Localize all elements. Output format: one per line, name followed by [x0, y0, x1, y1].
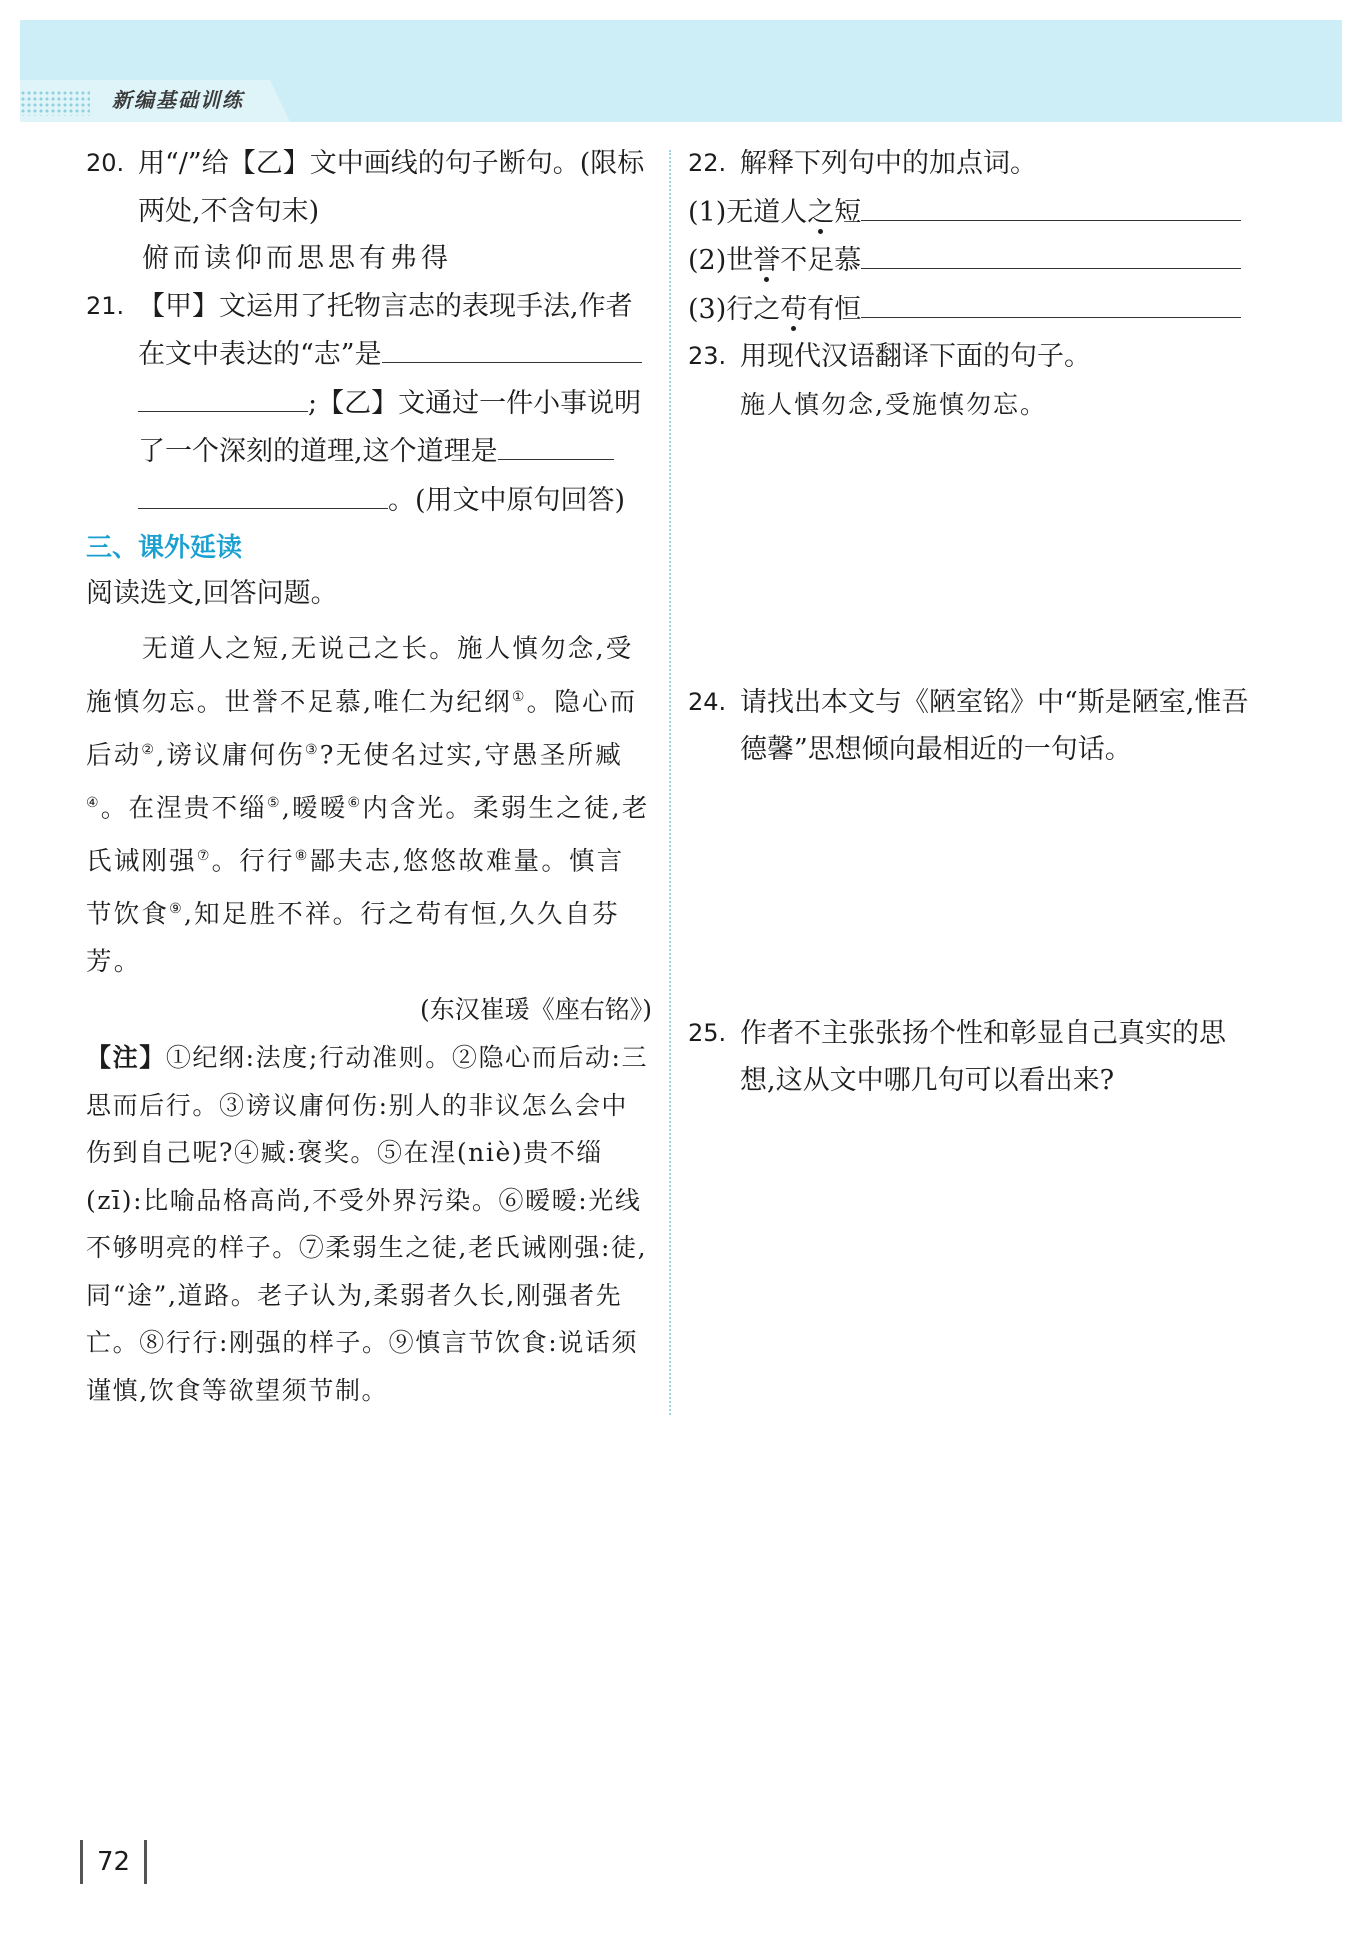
sentence-to-translate: 施人慎勿念,受施慎勿忘。 [740, 389, 1047, 419]
header-title: 新编基础训练 [112, 88, 244, 112]
sentence-to-punctuate: 俯而读仰而思思有弗得 [142, 243, 452, 274]
reading-passage [86, 626, 652, 986]
header-dot-pattern [20, 90, 90, 116]
sub-item-2 [688, 236, 1258, 285]
sub-item-text: (3)行之 [688, 293, 781, 325]
passage-source: (东汉崔瑗《座右铭》) [419, 995, 652, 1024]
passage-text: ,知足胜不祥。行之苟有恒,久久自芬芳。 [86, 899, 620, 977]
sub-item-text: (1)无道人 [688, 196, 808, 228]
reading-instruction: 阅读选文,回答问题。 [86, 578, 338, 609]
passage-text: 内含光。柔弱生之徒,老氏诫刚强 [86, 793, 650, 876]
annotation-notes [86, 1034, 652, 1414]
question-text-part2: ;【乙】文通过一件小事说明了一个深刻的道理,这个道理是 [138, 387, 642, 467]
dotted-word: 之 [807, 196, 835, 228]
question-text-part3: 。(用文中原句回答) [388, 484, 626, 516]
passage-text: ,暧暧 [281, 793, 348, 823]
left-column [86, 140, 652, 1414]
passage-text: 。隐心而后动 [86, 687, 638, 770]
question-text-part1: 【甲】文运用了托物言志的表现手法,作者在文中表达的“志”是 [138, 290, 633, 370]
footnote-mark: ⑧ [294, 847, 310, 864]
question-23 [688, 333, 1258, 381]
question-text: 解释下列句中的加点词。 [740, 148, 1037, 179]
question-text: 请找出本文与《陋室铭》中“斯是陋室,惟吾德馨”思想倾向最相近的一句话。 [740, 686, 1249, 765]
passage-text: 鄙夫志,悠悠故难量。慎言节饮食 [86, 846, 625, 929]
question-number: 20. [86, 149, 125, 177]
answer-blank[interactable] [861, 236, 1241, 269]
question-text: 用现代汉语翻译下面的句子。 [740, 341, 1091, 372]
question-number: 21. [86, 291, 125, 320]
sub-item-text: 有恒 [807, 293, 862, 325]
dotted-word: 誉 [753, 245, 781, 276]
sub-item-3 [688, 285, 1258, 334]
footnote-mark: ③ [304, 741, 320, 758]
answer-blank-1b[interactable] [138, 379, 308, 412]
question-25 [688, 1010, 1258, 1105]
answer-blank[interactable] [861, 285, 1241, 318]
right-column [688, 140, 1258, 1105]
passage-text: 无道人之短,无说己之长。施人慎勿念,受施慎勿忘。世誉不足慕,唯仁为纪纲 [86, 634, 634, 717]
question-text: 用“/”给【乙】文中画线的句子断句。(限标两处,不含句末) [138, 148, 645, 227]
answer-blank-2a[interactable] [498, 427, 614, 460]
passage-text: 。在涅贵不缁 [100, 793, 267, 823]
sub-item-text: (2)世 [688, 245, 754, 276]
sub-item-text: 短 [834, 196, 862, 228]
question-number: 22. [688, 149, 727, 177]
question-number: 23. [688, 342, 727, 370]
footnote-mark: ⑦ [196, 847, 212, 864]
question-21 [86, 283, 652, 525]
dotted-word: 苟 [780, 293, 808, 325]
passage-text: ?无使名过实,守愚圣所臧 [319, 740, 623, 770]
note-text: ①纪纲:法度;行动准则。②隐心而后动:三思而后行。③谤议庸何伤:别人的非议怎么会中伤到自己呢?④臧:褒奖。⑤在涅(niè)贵不缁(zī):比喻品格高尚,不受外界污染。⑥暧暧:光线不够明亮的样子。⑦柔弱生之徒,老氏诫刚强:徒,同“途”,道路。老子认为,柔弱者久长,刚强者先亡。⑧行行:刚强的样子。⑨慎言节饮食:说话须谨慎,饮食等欲望须节制。 [86, 1043, 649, 1405]
footnote-mark: ⑨ [169, 900, 184, 917]
section-title: 三、课外延读 [86, 533, 243, 563]
question-20 [86, 140, 652, 283]
passage-text: 。行行 [211, 846, 295, 876]
footnote-mark: ⑥ [347, 794, 363, 811]
page-number: 72 [80, 1840, 147, 1884]
passage-text: ,谤议庸何伤 [156, 740, 305, 770]
column-divider [669, 150, 671, 1415]
sub-item-text: 不足慕 [780, 245, 862, 276]
question-number: 24. [688, 687, 727, 716]
question-24 [688, 679, 1258, 774]
footnote-mark: ⑤ [266, 794, 282, 811]
question-number: 25. [688, 1018, 727, 1047]
footnote-mark: ② [141, 741, 157, 758]
answer-blank-2b[interactable] [138, 476, 388, 509]
answer-blank[interactable] [861, 188, 1241, 221]
note-label: 【注】 [86, 1043, 166, 1072]
footnote-mark: ④ [86, 794, 101, 811]
answer-blank-1a[interactable] [382, 330, 642, 363]
question-22 [688, 140, 1258, 188]
footnote-mark: ① [511, 688, 527, 705]
sub-item-1 [688, 188, 1258, 237]
question-text: 作者不主张张扬个性和彰显自己真实的思想,这从文中哪几句可以看出来? [740, 1017, 1226, 1096]
